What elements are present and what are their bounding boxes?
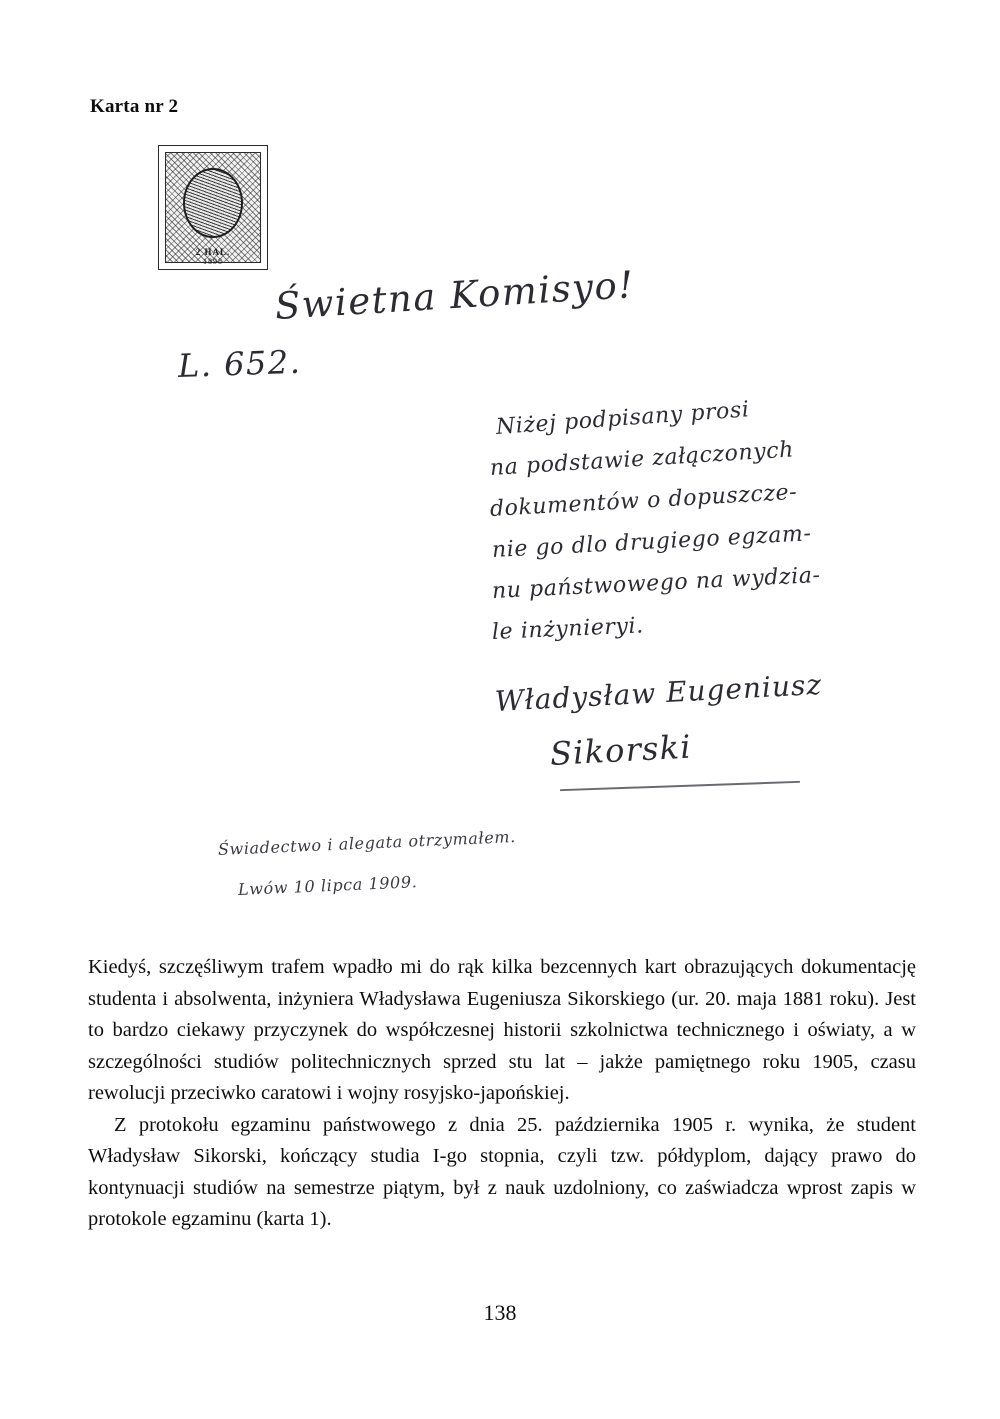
signature-flourish <box>560 781 800 791</box>
paragraph: Z protokołu egzaminu państwowego z dnia 25. października 1905 r. wynika, że student Władysław Sikorski, kończący studia I-go stopnia, czyli tzw. półdyplom, dający prawo do kontynuacji studiów na semestrze piątym, był z nauk uzdolniony, co zaświadcza wprost zapis w protokole egzaminu (karta 1). <box>88 1113 916 1230</box>
paragraph: Kiedyś, szczęśliwym trafem wpadło mi do rąk kilka bezcennych kart obrazujących dokumentację studenta i absolwenta, inżyniera Władysława Eugeniusza Sikorskiego (ur. 20. maja 1881 roku). Jest to bardzo ciekawy przyczynek do współczesnej historii szkolnictwa technicznego i oświaty, a w szczególności studiów politechnicznych sprzed stu lat – jakże pamiętnego roku 1905, czasu rewolucji przeciwko caratowi i wojny rosyjsko-japońskiej. <box>88 956 916 1104</box>
handwritten-body-line: Niżej podpisany prosi <box>495 397 751 440</box>
article-body <box>88 952 916 1236</box>
handwritten-reference-number: L. 652. <box>177 342 302 385</box>
stamp-value-label: 2 HAL. <box>195 247 231 257</box>
signature-first-name: Władysław Eugeniusz <box>494 667 823 718</box>
handwritten-body-line: dokumentów o dopuszcze- <box>489 479 798 522</box>
page-number: 138 <box>483 1300 517 1325</box>
handwritten-receipt-note-line-1: Świadectwo i alegata otrzymałem. <box>217 827 517 859</box>
signature-surname: Sikorski <box>549 727 693 773</box>
handwritten-body-line: le inżynieryi. <box>491 613 645 645</box>
revenue-stamp-icon <box>158 145 268 270</box>
handwritten-body-line: nu państwowego na wydzia- <box>491 562 822 604</box>
page-title: Karta nr 2 <box>90 96 179 117</box>
handwritten-body-block <box>489 397 822 645</box>
stamp-year-label: 1898 <box>203 257 223 266</box>
handwritten-receipt-note-line-2: Lwów 10 lipca 1909. <box>237 872 418 899</box>
handwritten-body-line: na podstawie załączonych <box>489 437 795 481</box>
scanned-letter-facsimile <box>110 135 910 935</box>
handwritten-body-line: nie go dlo drugiego egzam- <box>491 521 813 563</box>
handwritten-greeting: Świetna Komisyo! <box>273 263 636 328</box>
